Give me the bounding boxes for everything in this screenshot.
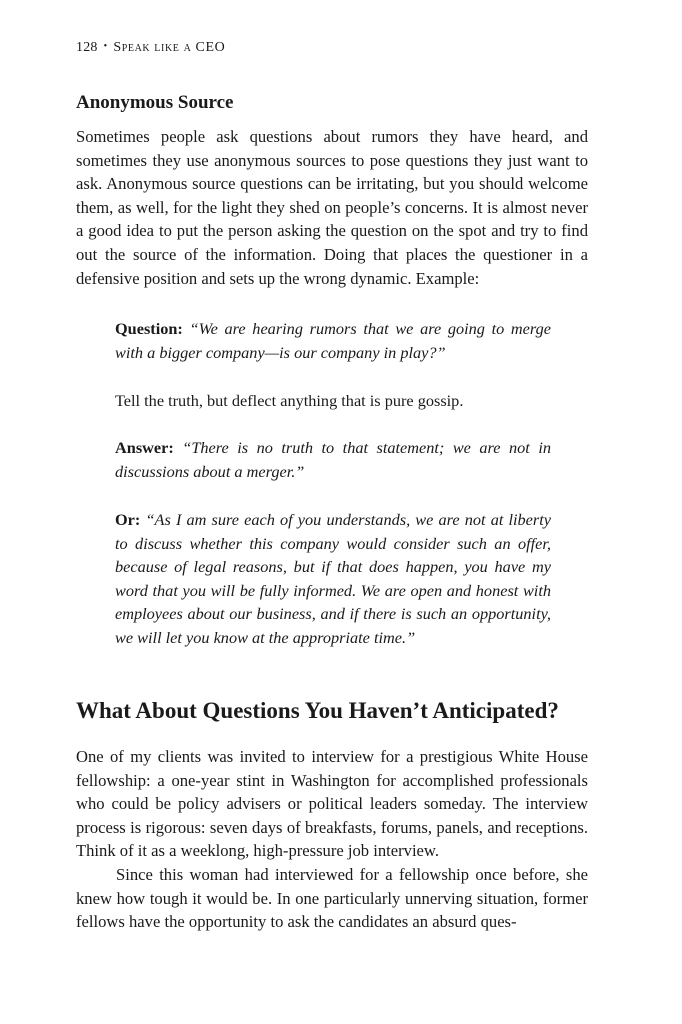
section-paragraph: Sometimes people ask questions about rumors they have heard, and sometimes they use anonymous sources to pose questions they just want to ask. Anonymous source questions can be irritating, but you should welcome them, as well, for the light they shed on people’s concerns. It is almost never a good idea to put the person asking the question on the spot and try to find out the source of the information. Doing that places the questioner in a defensive position and sets up the wrong dynamic. Example: — [76, 127, 588, 288]
answer-text: “There is no truth to that statement; we are not in discussions about a merger.” — [115, 438, 551, 481]
or-label: Or: — [115, 510, 141, 529]
example-question — [115, 317, 551, 364]
or-text: “As I am sure each of you understands, we are not at liberty to discuss whether this company would consider such an offer, because of legal reasons, but if that does happen, you have my word that you will be fully informed. We are open and honest with employees about our business, and if there is such an opportunity, we will let you know at the appropriate time.” — [115, 510, 551, 647]
page-number: 128 — [76, 40, 98, 55]
body-paragraph-2: Since this woman had interviewed for a fellowship once before, she knew how tough it would be. In one particularly unnerving situation, former fellows have the opportunity to ask the candidates an absurd ques- — [76, 865, 588, 932]
question-label: Question: — [115, 319, 183, 338]
running-header — [76, 40, 225, 56]
answer-label: Answer: — [115, 438, 174, 457]
question-text: “We are hearing rumors that we are going to merge with a bigger company—is our company in play?” — [115, 319, 551, 362]
example-answer — [115, 436, 551, 483]
body-paragraph-1: One of my clients was invited to interview for a prestigious White House fellowship: a one-year stint in Washington for accomplished professionals who could be policy advisers or political leaders someday. The interview process is rigorous: seven days of breakfasts, forums, panels, and receptions. Think of it as a weeklong, high-pressure job interview. — [76, 747, 588, 861]
example-instruction: Tell the truth, but deflect anything that is pure gossip. — [115, 391, 464, 410]
example-alternative — [115, 508, 551, 650]
section-title: Anonymous Source — [76, 92, 234, 113]
header-bullet: • — [103, 41, 108, 52]
section-heading: What About Questions You Haven’t Anticipated? — [76, 698, 559, 723]
book-title: Speak like a CEO — [113, 40, 226, 55]
